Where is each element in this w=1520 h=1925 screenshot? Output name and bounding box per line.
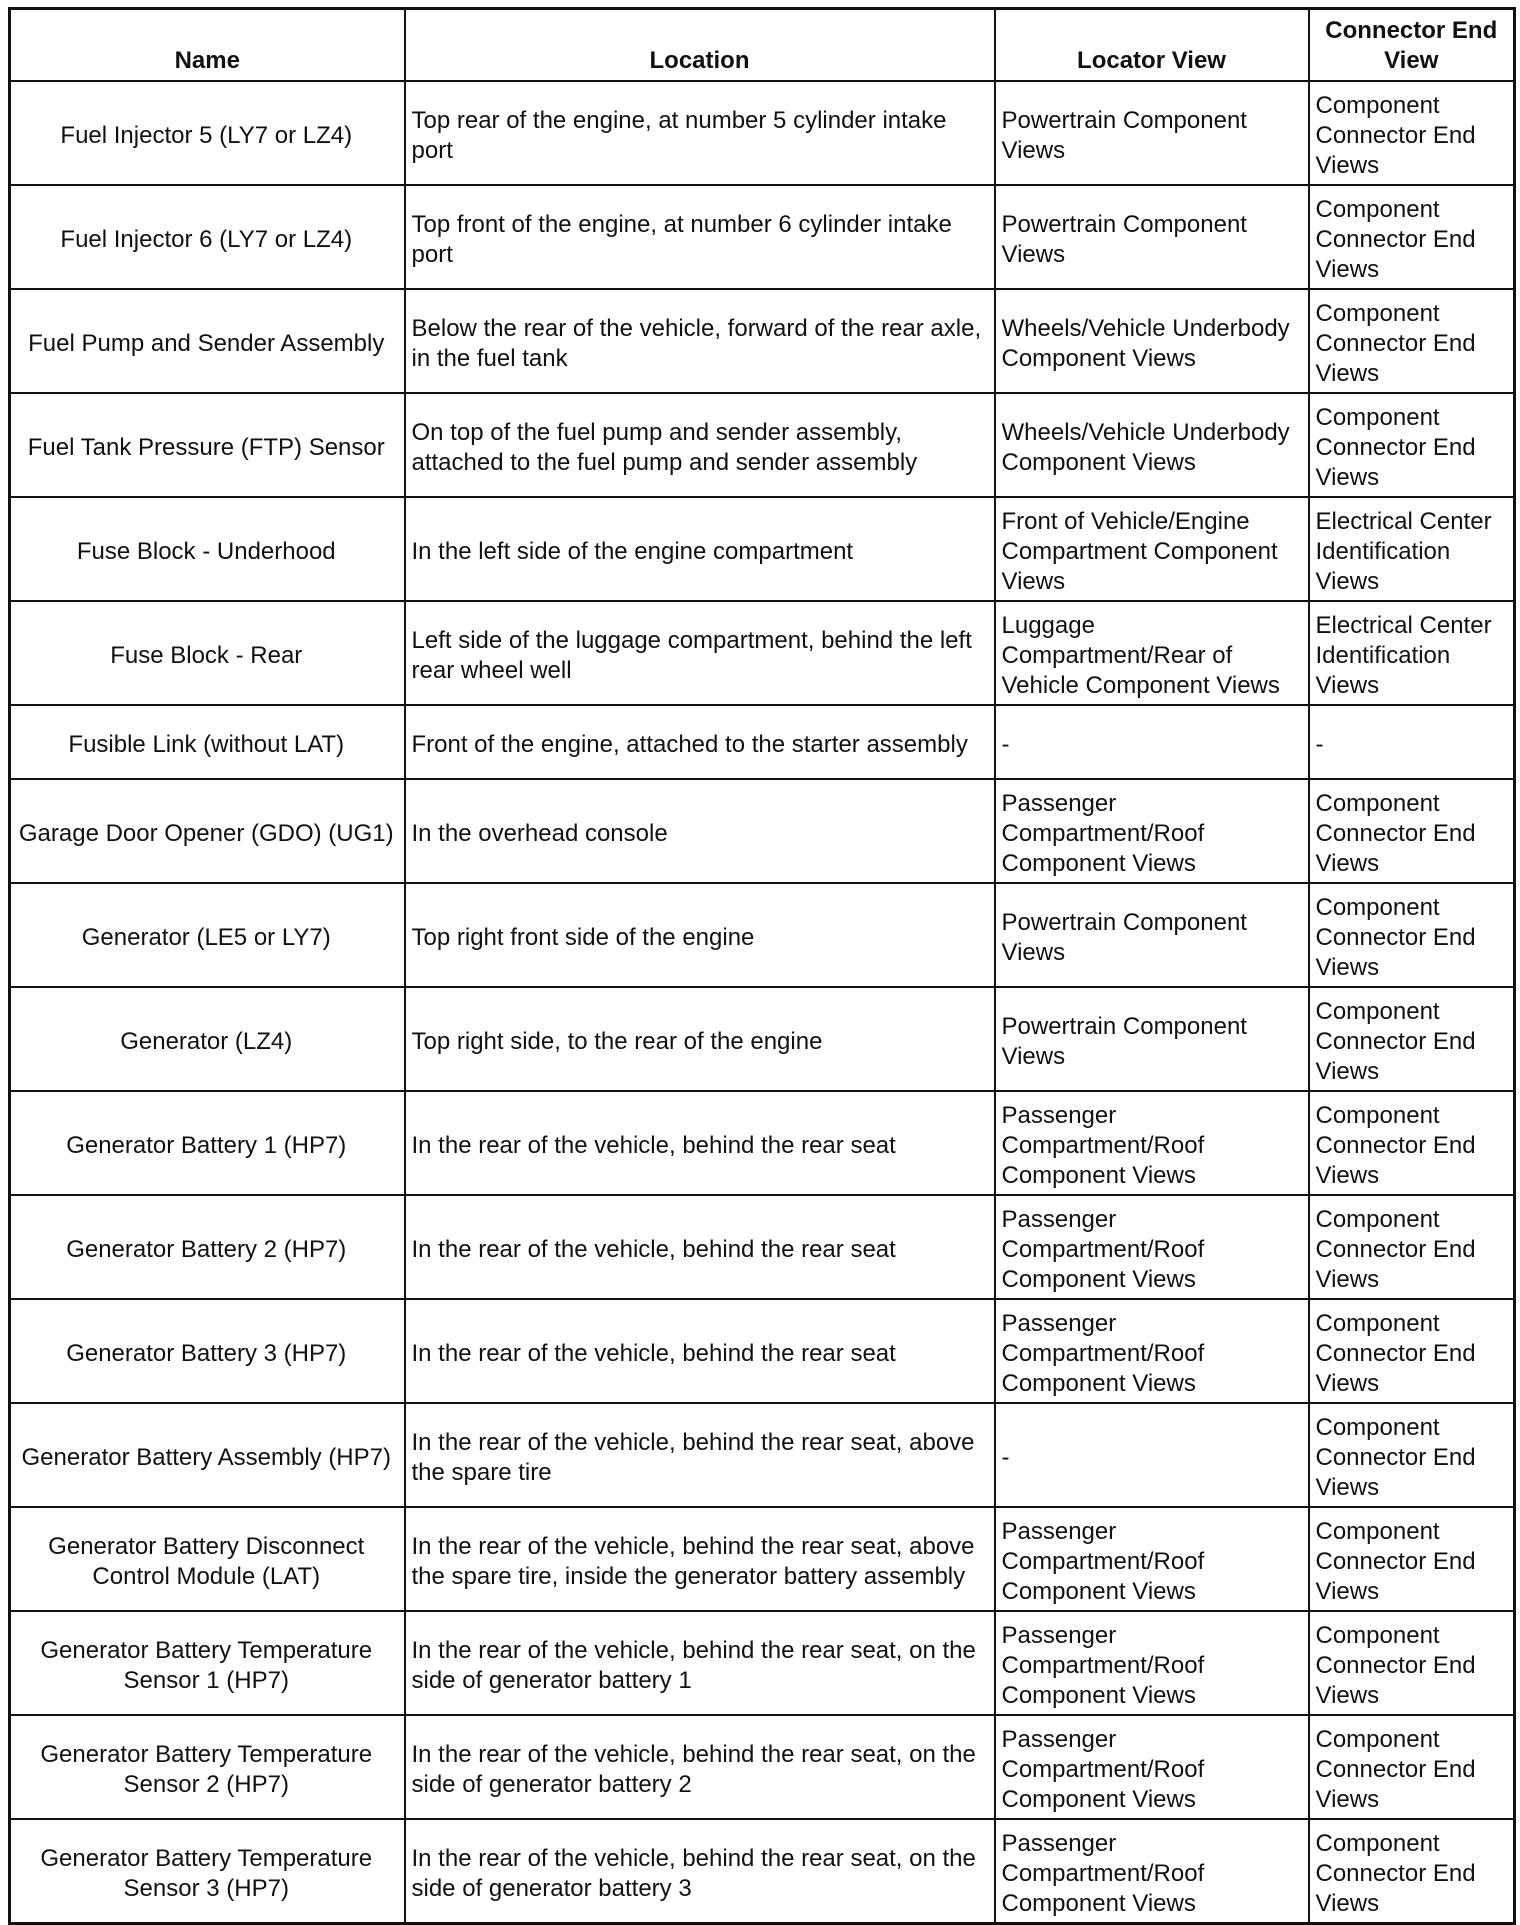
location-cell: Top front of the engine, at number 6 cylinder intake port [405, 185, 995, 289]
table-row [10, 393, 1515, 497]
name-cell: Fuel Pump and Sender Assembly [10, 289, 405, 393]
name-cell: Fuel Injector 6 (LY7 or LZ4) [10, 185, 405, 289]
location-cell: Below the rear of the vehicle, forward of the rear axle, in the fuel tank [405, 289, 995, 393]
connector-end-view-cell: Component Connector End Views [1309, 81, 1515, 185]
location-cell: In the rear of the vehicle, behind the rear seat, on the side of generator battery 1 [405, 1611, 995, 1715]
location-cell: In the rear of the vehicle, behind the rear seat [405, 1091, 995, 1195]
connector-end-view-cell: - [1309, 705, 1515, 779]
table-row [10, 497, 1515, 601]
header-location: Location [405, 9, 995, 82]
table-row [10, 289, 1515, 393]
connector-end-view-cell: Component Connector End Views [1309, 987, 1515, 1091]
name-cell: Fuel Tank Pressure (FTP) Sensor [10, 393, 405, 497]
connector-end-view-cell: Component Connector End Views [1309, 779, 1515, 883]
table-row [10, 185, 1515, 289]
location-cell: In the rear of the vehicle, behind the rear seat [405, 1195, 995, 1299]
table-row [10, 1403, 1515, 1507]
connector-end-view-cell: Component Connector End Views [1309, 289, 1515, 393]
table-row [10, 1819, 1515, 1924]
locator-view-cell: Passenger Compartment/Roof Component Views [995, 1299, 1309, 1403]
name-cell: Generator Battery Assembly (HP7) [10, 1403, 405, 1507]
table-row [10, 601, 1515, 705]
connector-end-view-cell: Component Connector End Views [1309, 1403, 1515, 1507]
locator-view-cell: Passenger Compartment/Roof Component Views [995, 1715, 1309, 1819]
locator-view-cell: Powertrain Component Views [995, 883, 1309, 987]
connector-end-view-cell: Electrical Center Identification Views [1309, 497, 1515, 601]
table-row [10, 1715, 1515, 1819]
location-cell: In the rear of the vehicle, behind the rear seat, on the side of generator battery 3 [405, 1819, 995, 1924]
location-cell: Top right front side of the engine [405, 883, 995, 987]
name-cell: Fusible Link (without LAT) [10, 705, 405, 779]
header-locator-view: Locator View [995, 9, 1309, 82]
locator-view-cell: Luggage Compartment/Rear of Vehicle Component Views [995, 601, 1309, 705]
locator-view-cell: Passenger Compartment/Roof Component Views [995, 1091, 1309, 1195]
name-cell: Fuse Block - Rear [10, 601, 405, 705]
locator-view-cell: - [995, 1403, 1309, 1507]
location-cell: In the left side of the engine compartment [405, 497, 995, 601]
connector-end-view-cell: Component Connector End Views [1309, 1299, 1515, 1403]
connector-end-view-cell: Component Connector End Views [1309, 1611, 1515, 1715]
component-locator-table-container [8, 7, 1513, 1925]
locator-view-cell: Passenger Compartment/Roof Component Views [995, 1611, 1309, 1715]
name-cell: Garage Door Opener (GDO) (UG1) [10, 779, 405, 883]
locator-view-cell: Powertrain Component Views [995, 185, 1309, 289]
locator-view-cell: Passenger Compartment/Roof Component Views [995, 1819, 1309, 1924]
name-cell: Generator Battery 2 (HP7) [10, 1195, 405, 1299]
locator-view-cell: Powertrain Component Views [995, 987, 1309, 1091]
name-cell: Generator Battery Disconnect Control Module (LAT) [10, 1507, 405, 1611]
table-row [10, 1299, 1515, 1403]
table-row [10, 81, 1515, 185]
connector-end-view-cell: Component Connector End Views [1309, 393, 1515, 497]
table-row [10, 987, 1515, 1091]
header-row [10, 9, 1515, 82]
name-cell: Generator (LE5 or LY7) [10, 883, 405, 987]
location-cell: On top of the fuel pump and sender assembly, attached to the fuel pump and sender assembly [405, 393, 995, 497]
connector-end-view-cell: Component Connector End Views [1309, 1195, 1515, 1299]
table-row [10, 1611, 1515, 1715]
location-cell: Top right side, to the rear of the engine [405, 987, 995, 1091]
connector-end-view-cell: Component Connector End Views [1309, 1507, 1515, 1611]
table-row [10, 1091, 1515, 1195]
connector-end-view-cell: Component Connector End Views [1309, 1715, 1515, 1819]
name-cell: Generator Battery 3 (HP7) [10, 1299, 405, 1403]
header-connector-end-view: Connector End View [1309, 9, 1515, 82]
locator-view-cell: - [995, 705, 1309, 779]
table-row [10, 1507, 1515, 1611]
locator-view-cell: Passenger Compartment/Roof Component Views [995, 1195, 1309, 1299]
location-cell: Front of the engine, attached to the starter assembly [405, 705, 995, 779]
location-cell: In the rear of the vehicle, behind the rear seat, above the spare tire [405, 1403, 995, 1507]
connector-end-view-cell: Component Connector End Views [1309, 1819, 1515, 1924]
name-cell: Fuse Block - Underhood [10, 497, 405, 601]
connector-end-view-cell: Electrical Center Identification Views [1309, 601, 1515, 705]
locator-view-cell: Wheels/Vehicle Underbody Component Views [995, 393, 1309, 497]
name-cell: Generator Battery Temperature Sensor 3 (HP7) [10, 1819, 405, 1924]
table-row [10, 779, 1515, 883]
name-cell: Generator Battery Temperature Sensor 2 (HP7) [10, 1715, 405, 1819]
location-cell: Top rear of the engine, at number 5 cylinder intake port [405, 81, 995, 185]
locator-view-cell: Passenger Compartment/Roof Component Views [995, 779, 1309, 883]
locator-view-cell: Powertrain Component Views [995, 81, 1309, 185]
name-cell: Generator Battery Temperature Sensor 1 (HP7) [10, 1611, 405, 1715]
locator-view-cell: Wheels/Vehicle Underbody Component Views [995, 289, 1309, 393]
location-cell: In the rear of the vehicle, behind the rear seat, above the spare tire, inside the generator battery assembly [405, 1507, 995, 1611]
header-name: Name [10, 9, 405, 82]
location-cell: Left side of the luggage compartment, behind the left rear wheel well [405, 601, 995, 705]
connector-end-view-cell: Component Connector End Views [1309, 883, 1515, 987]
locator-view-cell: Front of Vehicle/Engine Compartment Component Views [995, 497, 1309, 601]
name-cell: Generator (LZ4) [10, 987, 405, 1091]
name-cell: Generator Battery 1 (HP7) [10, 1091, 405, 1195]
table-row [10, 705, 1515, 779]
location-cell: In the rear of the vehicle, behind the rear seat, on the side of generator battery 2 [405, 1715, 995, 1819]
table-row [10, 883, 1515, 987]
connector-end-view-cell: Component Connector End Views [1309, 1091, 1515, 1195]
connector-end-view-cell: Component Connector End Views [1309, 185, 1515, 289]
location-cell: In the rear of the vehicle, behind the rear seat [405, 1299, 995, 1403]
location-cell: In the overhead console [405, 779, 995, 883]
table-row [10, 1195, 1515, 1299]
name-cell: Fuel Injector 5 (LY7 or LZ4) [10, 81, 405, 185]
locator-view-cell: Passenger Compartment/Roof Component Views [995, 1507, 1309, 1611]
component-locator-table [8, 7, 1516, 1925]
